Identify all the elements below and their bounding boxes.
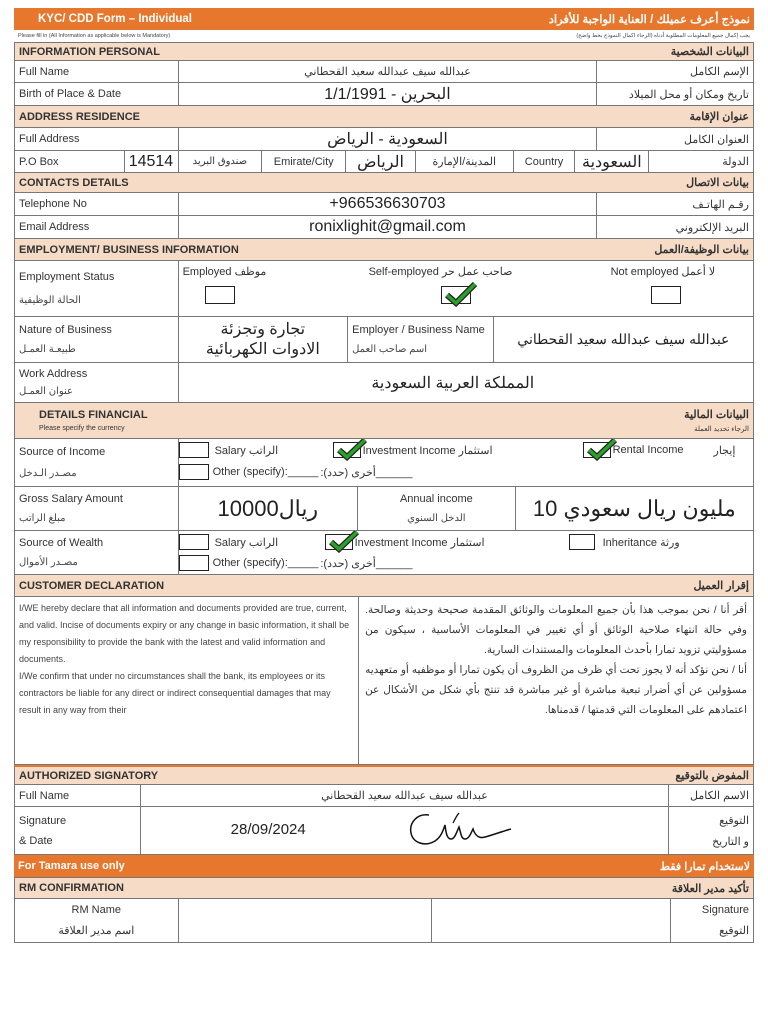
wealth-investment-checkbox[interactable] xyxy=(325,534,353,550)
wealth-other-label: Other (specify):_____ xyxy=(212,557,319,569)
fulladdress-label-en: Full Address xyxy=(15,128,179,150)
declaration-body xyxy=(14,597,754,765)
signature-label-ar-2: و التاريخ xyxy=(712,835,749,848)
section-financial-ar xyxy=(384,403,753,438)
work-label-en: Work Address xyxy=(19,368,88,380)
section-financial-en xyxy=(15,403,384,438)
section-employment-en: EMPLOYMENT/ BUSINESS INFORMATION xyxy=(19,243,239,256)
income-salary-label: Salary الراتب xyxy=(214,444,279,457)
signatory-name-value[interactable]: عبدالله سيف عبدالله سعيد القحطاني xyxy=(141,785,670,806)
form-note xyxy=(14,30,754,42)
emirate-label-en: Emirate/City xyxy=(262,151,346,172)
income-rental-label-ar: إيجار xyxy=(713,444,736,457)
employment-status-row xyxy=(14,261,754,317)
income-row xyxy=(14,439,754,487)
fulladdress-row xyxy=(14,128,754,151)
pobox-label-ar: صندوق البريد xyxy=(179,151,263,172)
nature-value-1: تجارة وتجزئة xyxy=(220,320,306,338)
rm-name-value[interactable] xyxy=(179,899,432,942)
status-options xyxy=(179,261,753,316)
signature-label-en-2: & Date xyxy=(19,834,53,847)
country-label-en: Country xyxy=(514,151,576,172)
handwritten-signature xyxy=(399,809,519,851)
wealth-label-ar: مصـدر الأموال xyxy=(19,557,78,568)
section-address-ar: عنوان الإقامة xyxy=(689,111,749,123)
employer-label xyxy=(348,317,494,362)
section-signatory xyxy=(14,765,754,785)
birth-value[interactable]: 1/1/1991 - البحرين xyxy=(179,83,598,105)
wealth-salary[interactable] xyxy=(179,534,279,550)
opt-employed[interactable] xyxy=(183,265,267,307)
income-rental-checkbox[interactable] xyxy=(583,442,611,458)
employer-label-en: Employer / Business Name xyxy=(352,324,485,336)
pobox-row xyxy=(14,151,754,173)
declaration-en-para-2: I/We confirm that under no circumstances shall the bank, its employees or its contractors be liable for any direct or indirect consequential damages that may result in any way from their xyxy=(19,671,331,715)
signature-area[interactable] xyxy=(141,807,670,854)
section-declaration-ar: إقرار العميل xyxy=(693,580,749,592)
income-label-ar: مصـدر الـدخل xyxy=(19,468,77,479)
income-rental[interactable] xyxy=(583,442,736,458)
signature-label-ar-1: التوقيع xyxy=(719,814,749,827)
nature-label-ar: طبيعـة العمـل xyxy=(19,344,76,355)
nature-value-2: الادوات الكهربائية xyxy=(205,340,320,358)
opt-not-employed-checkbox[interactable] xyxy=(651,286,681,304)
work-label xyxy=(15,363,179,402)
signature-label-en xyxy=(15,807,141,854)
section-address-en: ADDRESS RESIDENCE xyxy=(19,110,141,123)
financial-title-en: DETAILS FINANCIAL xyxy=(39,409,148,421)
declaration-text-en xyxy=(15,597,359,764)
opt-self-employed[interactable] xyxy=(369,265,513,307)
opt-not-employed-label: Not employed لا أعمل xyxy=(610,266,716,278)
income-label xyxy=(15,439,179,486)
income-other-checkbox[interactable] xyxy=(179,464,209,480)
birth-label-en: Birth of Place & Date xyxy=(15,83,179,105)
rm-name-label xyxy=(15,899,179,942)
section-address xyxy=(14,106,754,128)
checkmark-icon xyxy=(336,439,368,461)
form-title-en: KYC/ CDD Form – Individual xyxy=(38,13,192,25)
income-other-label: Other (specify):_____ xyxy=(212,466,319,478)
annual-label xyxy=(358,487,516,530)
financial-note-ar: الرجاء تحديد العملة xyxy=(694,426,749,433)
income-other[interactable] xyxy=(179,464,413,480)
status-label-ar: الحالة الوظيفية xyxy=(19,295,81,306)
work-label-ar: عنوان العمـل xyxy=(19,386,73,397)
signature-label-ar xyxy=(669,807,753,854)
wealth-other-checkbox[interactable] xyxy=(179,555,209,571)
income-investment-checkbox[interactable] xyxy=(333,442,361,458)
kyc-form xyxy=(14,8,754,943)
country-value[interactable]: السعودية xyxy=(575,151,649,172)
wealth-inheritance-label: Inheritance ورثة xyxy=(602,536,680,549)
employer-label-ar: اسم صاحب العمل xyxy=(352,344,428,355)
rm-name-label-ar: اسم مدير العلاقة xyxy=(58,925,135,937)
signatory-name-label-ar: الاسم الكامل xyxy=(690,790,749,802)
signatory-name-row xyxy=(14,785,754,807)
fulladdress-label-ar: العنوان الكامل xyxy=(684,133,749,146)
declaration-ar-para-2: أنا / نحن نؤكد أنه لا يجوز تحت أي ظرف من الظروف أن يكون تمارا أو موظفيه أو متعهديه مسؤولين عن أي أضرار تبعية مباشرة أو غير مباشرة قد تنتج بأي شكل من الأشكال عن اعتمادهم على المعلومات التي قدمتها / قدمناها. xyxy=(365,664,747,716)
wealth-options xyxy=(179,531,753,574)
annual-value[interactable]: 10 مليون ريال سعودي xyxy=(532,495,736,521)
section-contacts-en: CONTACTS DETAILS xyxy=(19,176,129,189)
section-rm-ar: تأكيد مدير العلاقة xyxy=(671,882,749,895)
fullname-row xyxy=(14,61,754,83)
tamara-label-en: For Tamara use only xyxy=(18,860,125,872)
section-employment-ar: بيانات الوظيفة/العمل xyxy=(654,244,749,256)
tamara-label-ar: لاستخدام تمارا فقط xyxy=(659,860,750,873)
declaration-text-ar xyxy=(359,597,753,764)
declaration-ar-para-1: أقر أنا / نحن بموجب هذا بأن جميع المعلومات والوثائق المقدمة صحيحة وحديثة وصالحة. وفي حالة انتهاء صلاحية الوثائق أو أي تغيير في المعلومات الأساسية ، سيكون من مسؤوليتي تزويد تمارا بأحدث المعلومات والمستندات السارية. xyxy=(365,604,747,656)
email-row xyxy=(14,216,754,239)
financial-note-en: Please specify the currency xyxy=(39,425,125,432)
form-note-en: Please fill in (All Information as applicable below is Mandatory) xyxy=(18,33,171,39)
checkmark-icon xyxy=(328,531,360,553)
form-title-ar: نموذج أعرف عميلك / العناية الواجبة للأفراد xyxy=(548,14,750,26)
annual-label-ar: الدخل السنوي xyxy=(407,513,466,524)
wealth-label-en: Source of Wealth xyxy=(19,537,104,549)
gross-value[interactable]: 10000ريال xyxy=(179,487,359,530)
signature-row xyxy=(14,807,754,855)
nature-label xyxy=(15,317,179,362)
section-employment xyxy=(14,239,754,261)
section-contacts-ar: بيانات الاتصال xyxy=(686,177,749,189)
checkmark-icon xyxy=(586,439,618,461)
declaration-en-para-1: I/WE hereby declare that all information and documents provided are true, current, and valid. Incise of documents expiry or any change in basic information, it shall be my responsibility to provide the bank with the latest and valid information and documents. xyxy=(19,603,350,664)
email-label-ar: البريد الإلكتروني xyxy=(675,221,749,234)
signature-date[interactable]: 28/09/2024 xyxy=(230,821,306,838)
pobox-label-en: P.O Box xyxy=(15,151,125,172)
emirate-value[interactable]: الرياض xyxy=(346,151,416,172)
section-personal-ar: البيانات الشخصية xyxy=(670,46,749,58)
form-title-bar xyxy=(14,8,754,30)
country-label-ar: الدولة xyxy=(722,156,749,168)
gross-label xyxy=(15,487,179,530)
section-signatory-en: AUTHORIZED SIGNATORY xyxy=(19,769,159,782)
section-rm xyxy=(14,877,754,899)
income-salary-checkbox[interactable] xyxy=(179,442,209,458)
opt-not-employed[interactable] xyxy=(611,265,716,307)
tamara-use-bar xyxy=(14,855,754,877)
work-address-value[interactable]: المملكة العربية السعودية xyxy=(371,374,535,392)
section-rm-en: RM CONFIRMATION xyxy=(19,882,124,894)
section-signatory-ar: المفوض بالتوقيع xyxy=(675,770,749,782)
wealth-inheritance[interactable] xyxy=(569,534,680,550)
wealth-other-label-ar: :أخرى (حدد)______ xyxy=(320,557,413,570)
rm-signature-label xyxy=(671,899,753,942)
status-label-en: Employment Status xyxy=(19,271,115,283)
income-investment-label: Investment Income استثمار xyxy=(362,444,493,457)
fulladdress-value[interactable]: السعودية - الرياض xyxy=(179,128,598,150)
form-note-ar: يجب إكمال جميع المعلومات المطلوبة أدناه (الرجاء اكمال النموذج بخط واضح) xyxy=(576,33,750,39)
fullname-label-ar: الإسم الكامل xyxy=(690,66,749,78)
rm-signature-value[interactable] xyxy=(432,899,671,942)
income-investment[interactable] xyxy=(333,442,493,458)
checkmark-icon xyxy=(444,281,478,307)
work-address-row xyxy=(14,363,754,403)
emirate-label-ar: المدينة/الإمارة xyxy=(416,151,514,172)
gross-label-ar: مبلغ الراتب xyxy=(19,513,66,524)
wealth-investment-label: Investment Income استثمار xyxy=(354,536,485,549)
opt-self-employed-label: Self-employed صاحب عمل حر xyxy=(368,266,513,278)
employer-value[interactable]: عبدالله سيف عبدالله سعيد القحطاني xyxy=(517,331,730,347)
section-declaration xyxy=(14,575,754,597)
birth-label-ar: تاريخ ومكان أو محل الميلاد xyxy=(628,88,749,101)
section-contacts xyxy=(14,173,754,193)
rm-name-label-en: RM Name xyxy=(71,904,122,916)
wealth-investment[interactable] xyxy=(325,534,485,550)
wealth-row xyxy=(14,531,754,575)
telephone-label-en: Telephone No xyxy=(15,193,179,215)
opt-employed-checkbox[interactable] xyxy=(205,286,235,304)
pobox-value[interactable]: 14514 xyxy=(125,151,179,172)
section-personal-en: INFORMATION PERSONAL xyxy=(19,45,160,58)
income-salary[interactable] xyxy=(179,442,279,458)
section-financial xyxy=(14,403,754,439)
income-rental-label: Rental Income xyxy=(612,444,684,456)
rm-row xyxy=(14,899,754,943)
nature-label-en: Nature of Business xyxy=(19,324,112,336)
rm-signature-label-ar: التوقيع xyxy=(719,925,750,937)
wealth-other[interactable] xyxy=(179,555,413,571)
fullname-label-en: Full Name xyxy=(15,61,179,82)
income-other-label-ar: :أخرى (حدد)______ xyxy=(320,466,413,479)
wealth-salary-checkbox[interactable] xyxy=(179,534,209,550)
email-value[interactable]: ronixlighit@gmail.com xyxy=(179,216,598,238)
nature-value[interactable] xyxy=(179,317,349,362)
telephone-label-ar: رقـم الهاتـف xyxy=(692,198,749,211)
opt-employed-label: Employed موظف xyxy=(182,266,267,278)
income-label-en: Source of Income xyxy=(19,446,106,458)
section-declaration-en: CUSTOMER DECLARATION xyxy=(19,579,165,592)
nature-row xyxy=(14,317,754,363)
telephone-value[interactable]: +966536630703 xyxy=(179,193,598,215)
wealth-label xyxy=(15,531,179,574)
income-options xyxy=(179,439,753,486)
telephone-row xyxy=(14,193,754,216)
wealth-inheritance-checkbox[interactable] xyxy=(569,534,595,550)
wealth-salary-label: Salary الراتب xyxy=(214,536,279,549)
signatory-name-label-en: Full Name xyxy=(15,785,141,806)
email-label-en: Email Address xyxy=(15,216,179,238)
section-personal xyxy=(14,42,754,61)
status-label xyxy=(15,261,179,316)
financial-title-ar: البيانات المالية xyxy=(684,409,749,421)
annual-label-en: Annual income xyxy=(399,493,473,505)
rm-signature-label-en: Signature xyxy=(701,904,750,916)
signature-label-en-1: Signature xyxy=(19,814,67,827)
fullname-value[interactable]: عبدالله سيف عبدالله سعيد القحطاني xyxy=(179,61,598,82)
gross-row xyxy=(14,487,754,531)
opt-self-employed-checkbox[interactable] xyxy=(441,286,471,304)
gross-label-en: Gross Salary Amount xyxy=(19,493,123,505)
birth-row xyxy=(14,83,754,106)
